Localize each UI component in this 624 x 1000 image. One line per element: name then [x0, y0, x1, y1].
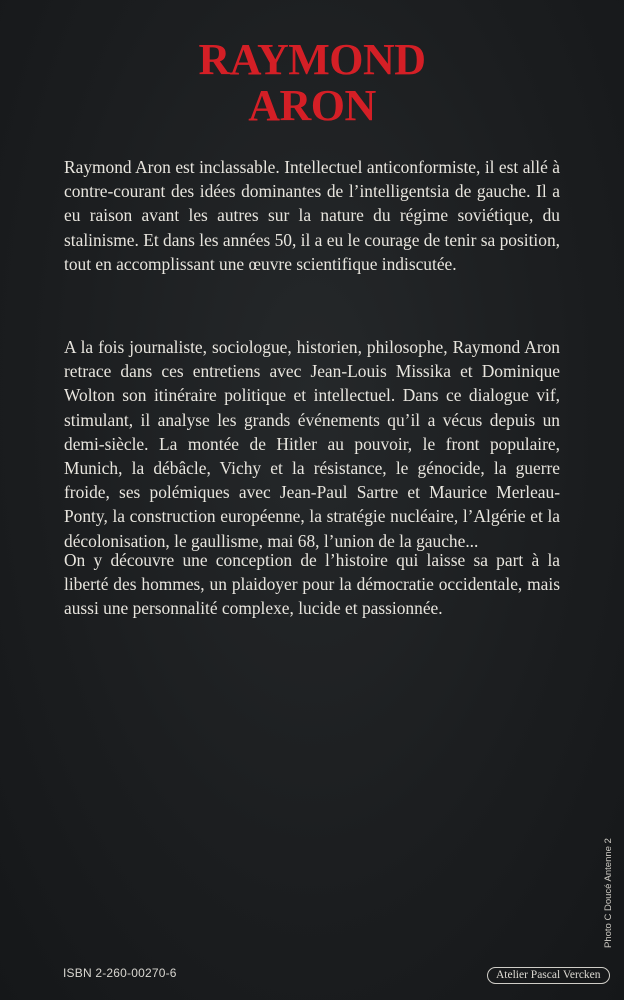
blurb-paragraph-1: Raymond Aron est inclassable. Intellectuel anticonformiste, il est allé à contre-courant des idées dominantes de l’intelligentsia de gauche. Il a eu raison avant les autres sur la nature du régime soviétique, du stalinisme. Et dans les années 50, il a eu le courage de tenir sa position, tout en accomplissant une œuvre scientifique indiscutée.	[64, 157, 560, 274]
isbn-number: ISBN 2-260-00270-6	[63, 966, 177, 980]
blurb-paragraph-3: On y découvre une conception de l’histoire qui laisse sa part à la liberté des hommes, un plaidoyer pour la démocratie occidentale, mais aussi une personnalité complexe, lucide et passionnée.	[64, 550, 560, 619]
blurb-paragraph-2: A la fois journaliste, sociologue, historien, philosophe, Raymond Aron retrace dans ces entretiens avec Jean-Louis Missika et Dominique Wolton son itinéraire politique et intellectuel. Dans ce dialogue vif, stimulant, il analyse les grands événements qu’il a vécus depuis un demi-siècle. La montée de Hitler au pouvoir, le front populaire, Munich, la débâcle, Vichy et la résistance, le génocide, la guerre froide, ses polémiques avec Jean-Paul Sartre et Maurice Merleau-Ponty, la construction européenne, la stratégie nucléaire, l’Algérie et la décolonisation, le gaullisme, mai 68, l’union de la gauche...	[64, 337, 560, 551]
title-line-2: ARON	[248, 81, 376, 131]
publisher-logo: Atelier Pascal Vercken	[487, 967, 610, 984]
title-line-1: RAYMOND	[198, 35, 426, 85]
book-title	[0, 37, 624, 129]
photo-credit: Photo C Doucé Antenne 2	[603, 838, 614, 948]
